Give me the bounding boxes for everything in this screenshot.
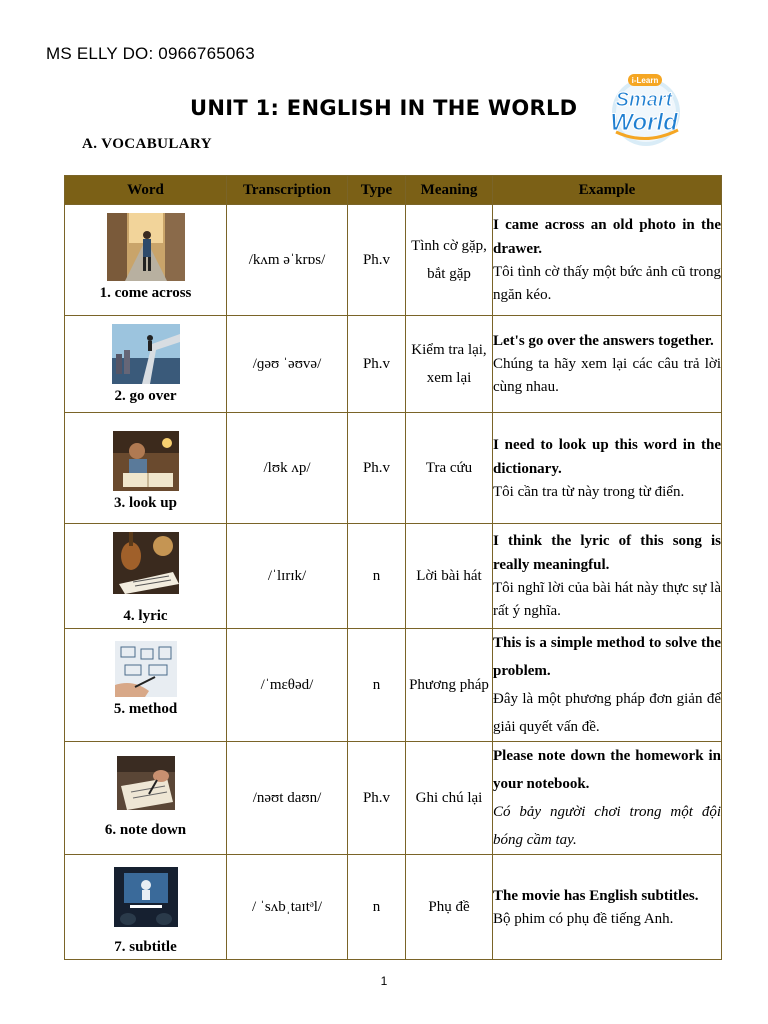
- column-header: Type: [348, 176, 406, 205]
- type-cell: Ph.v: [348, 316, 406, 413]
- page-number: 1: [380, 974, 388, 988]
- transcription-cell: /ˈmɛθəd/: [227, 629, 348, 742]
- column-header: Example: [493, 176, 722, 205]
- meaning-cell: Ghi chú lại: [406, 742, 493, 855]
- word-label: 4. lyric: [123, 608, 168, 624]
- person-walking-street-photo: [107, 213, 185, 281]
- transcription-cell: /kʌm əˈkrɒs/: [227, 205, 348, 316]
- example-vietnamese: Bộ phim có phụ đề tiếng Anh.: [493, 910, 674, 927]
- table-row: [65, 855, 722, 960]
- type-cell: n: [348, 855, 406, 960]
- hand-writing-notes-photo: [117, 756, 175, 810]
- vocabulary-heading: A. VOCABULARY: [82, 136, 212, 152]
- word-cell: [65, 524, 227, 629]
- movie-screen-photo: [114, 867, 178, 927]
- example-vietnamese: Tôi tình cờ thấy một bức ảnh cũ trong ngăn kéo.: [493, 264, 721, 303]
- example-cell: [493, 205, 722, 316]
- table-row: [65, 629, 722, 742]
- word-label: 6. note down: [104, 822, 187, 838]
- transcription-cell: /nəʊt daʊn/: [227, 742, 348, 855]
- word-label: 5. method: [113, 701, 178, 717]
- word-cell: [65, 855, 227, 960]
- column-header: Word: [65, 176, 227, 205]
- word-label: 7. subtitle: [114, 939, 177, 955]
- meaning-cell: Kiểm tra lại, xem lại: [406, 316, 493, 413]
- word-cell: [65, 629, 227, 742]
- table-row: [65, 742, 722, 855]
- student-reading-book-photo: [113, 431, 179, 491]
- smart-world-logo: [598, 72, 690, 146]
- word-label: 2. go over: [114, 388, 177, 404]
- meaning-cell: Phương pháp: [406, 629, 493, 742]
- column-header: Meaning: [406, 176, 493, 205]
- type-cell: Ph.v: [348, 413, 406, 524]
- example-vietnamese: Có bảy người chơi trong một đội bóng cầm tay.: [493, 804, 721, 848]
- example-cell: [493, 413, 722, 524]
- example-cell: [493, 524, 722, 629]
- example-english: Let's go over the answers together.: [493, 333, 714, 349]
- example-english: I think the lyric of this song is really meaningful.: [493, 533, 721, 573]
- example-cell: [493, 316, 722, 413]
- meaning-cell: Tình cờ gặp, bắt gặp: [406, 205, 493, 316]
- transcription-cell: /ˈlɪrɪk/: [227, 524, 348, 629]
- header-contact: MS ELLY DO: 0966765063: [46, 44, 255, 63]
- table-row: [65, 413, 722, 524]
- svg-text:Smart: Smart: [615, 89, 673, 111]
- meaning-cell: Lời bài hát: [406, 524, 493, 629]
- example-vietnamese: Chúng ta hãy xem lại các câu trả lời cùng nhau.: [493, 356, 721, 395]
- word-label: 3. look up: [114, 495, 177, 511]
- guitar-and-notebook-photo: [113, 532, 179, 594]
- column-header: Transcription: [227, 176, 348, 205]
- example-english: I came across an old photo in the drawer.: [493, 217, 721, 257]
- type-cell: n: [348, 524, 406, 629]
- person-climbing-stairs-photo: [112, 324, 180, 384]
- meaning-cell: Tra cứu: [406, 413, 493, 524]
- example-english: Please note down the homework in your notebook.: [493, 748, 721, 792]
- example-vietnamese: Tôi cần tra từ này trong từ điển.: [493, 483, 685, 500]
- type-cell: Ph.v: [348, 205, 406, 316]
- diagram-sketches-photo: [115, 641, 177, 697]
- table-row: [65, 316, 722, 413]
- type-cell: Ph.v: [348, 742, 406, 855]
- transcription-cell: / ˈsʌbˌtaɪtᵊl/: [227, 855, 348, 960]
- meaning-cell: Phụ đề: [406, 855, 493, 960]
- example-cell: [493, 629, 722, 742]
- word-cell: [65, 742, 227, 855]
- table-row: [65, 524, 722, 629]
- table-header-row: [65, 176, 722, 205]
- example-english: I need to look up this word in the dictionary.: [493, 436, 721, 477]
- word-cell: [65, 205, 227, 316]
- word-cell: [65, 413, 227, 524]
- transcription-cell: /ɡəʊ ˈəʊvə/: [227, 316, 348, 413]
- svg-text:i-Learn: i-Learn: [631, 76, 659, 85]
- example-vietnamese: Tôi nghĩ lời của bài hát này thực sự là rất ý nghĩa.: [493, 580, 721, 619]
- example-cell: [493, 855, 722, 960]
- unit-title: UNIT 1: ENGLISH IN THE WORLD: [190, 96, 578, 120]
- example-cell: [493, 742, 722, 855]
- table-row: [65, 205, 722, 316]
- word-label: 1. come across: [99, 285, 192, 301]
- type-cell: n: [348, 629, 406, 742]
- example-english: This is a simple method to solve the problem.: [493, 635, 721, 679]
- transcription-cell: /lʊk ʌp/: [227, 413, 348, 524]
- word-cell: [65, 316, 227, 413]
- vocabulary-table: [64, 175, 722, 960]
- example-english: The movie has English subtitles.: [493, 887, 699, 904]
- example-vietnamese: Đây là một phương pháp đơn giản để giải quyết vấn đề.: [493, 691, 721, 735]
- svg-text:World: World: [610, 109, 678, 136]
